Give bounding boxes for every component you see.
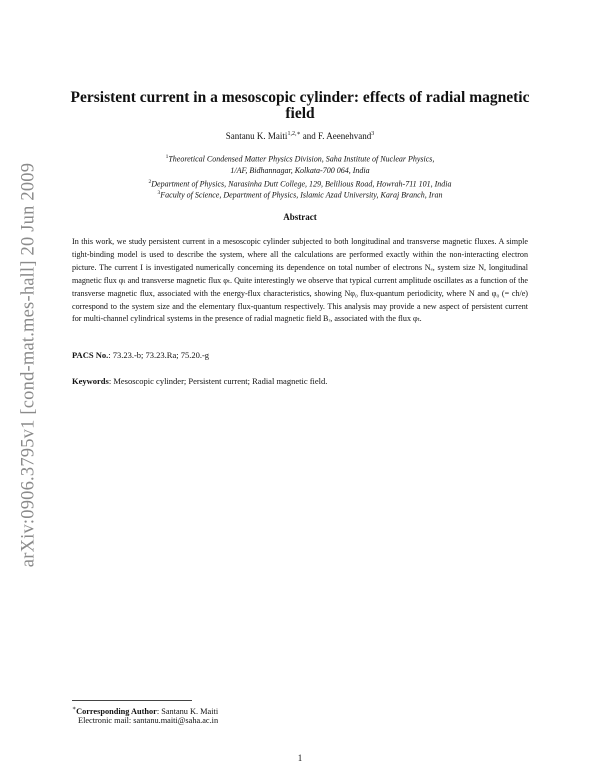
affiliation-3 (70, 188, 530, 201)
author-connector: and (300, 131, 319, 141)
keywords-line (72, 376, 327, 386)
keywords-label: Keywords (72, 376, 109, 386)
keywords-value: : Mesoscopic cylinder; Persistent current; Radial magnetic field. (108, 376, 328, 386)
footnote-label: Corresponding Author (76, 706, 157, 716)
affiliation-text: Theoretical Condensed Matter Physics Division, Saha Institute of Nuclear Physics, (168, 154, 435, 164)
affiliation-number: 3 (157, 190, 161, 196)
arxiv-id: arXiv:0906.3795v1 [cond-mat.mes-hall] 20 Jun 2009 (18, 162, 39, 568)
author-name: F. Aeenehvand (318, 131, 372, 141)
footnote-mark: ∗ (72, 706, 77, 712)
footnote-divider (72, 700, 192, 701)
arxiv-sidebar-stamp (16, 150, 42, 580)
abstract-text: In this work, we study persistent current in a mesoscopic cylinder subjected to both longitudinal and transverse magnetic fluxes. A simple tight-binding model is used to describe the system, where all the calculations are performed exactly within the non-interacting electron picture. The current I is investigated numerically concerning its dependence on total number of electrons Nₑ, system size N, longitudinal magnetic flux φₗ and transverse magnetic flux φₜ. Quite interestingly we observe that typical current amplitude oscillates as a function of the transverse magnetic flux, associated with the energy-flux characteristics, showing Nφ₀ flux-quantum periodicity, where N and φ₀ (= ch/e) correspond to the system size and the elementary flux-quantum respectively. This analysis may provide a new aspect of persistent current for multi-channel cylindrical systems in the presence of radial magnetic field Bᵣ, associated with the flux φₜ. (72, 237, 528, 324)
pacs-value: : 73.23.-b; 73.23.Ra; 75.20.-g (108, 350, 210, 360)
affiliation-text: Department of Physics, Narasinha Dutt College, 129, Belilious Road, Howrah-711 101, India (151, 179, 452, 189)
affiliation-text: 1/AF, Bidhannagar, Kolkata-700 064, India (230, 165, 370, 175)
pacs-label: PACS No. (72, 350, 109, 360)
affiliation-mark: 3 (371, 131, 375, 137)
affiliation-number: 2 (148, 179, 152, 185)
corresponding-author-footnote (72, 705, 218, 716)
abstract-heading: Abstract (283, 212, 317, 222)
affiliation-1 (70, 152, 530, 176)
paper-title: Persistent current in a mesoscopic cylinder: effects of radial magnetic field (70, 89, 530, 122)
pacs-line (72, 350, 209, 360)
page-number: 1 (297, 753, 303, 763)
footnote-email: Electronic mail: santanu.maiti@saha.ac.in (78, 716, 219, 725)
author-name: Santanu K. Maiti (225, 131, 288, 141)
affiliation-number: 1 (165, 154, 169, 160)
author-list (70, 130, 530, 141)
footnote-author: : Santanu K. Maiti (156, 706, 219, 716)
corresponding-mark: ∗ (296, 131, 301, 137)
affiliation-text: Faculty of Science, Department of Physics, Islamic Azad University, Karaj Branch, Iran (160, 190, 443, 200)
affiliation-marks: 1,2, (287, 131, 297, 137)
